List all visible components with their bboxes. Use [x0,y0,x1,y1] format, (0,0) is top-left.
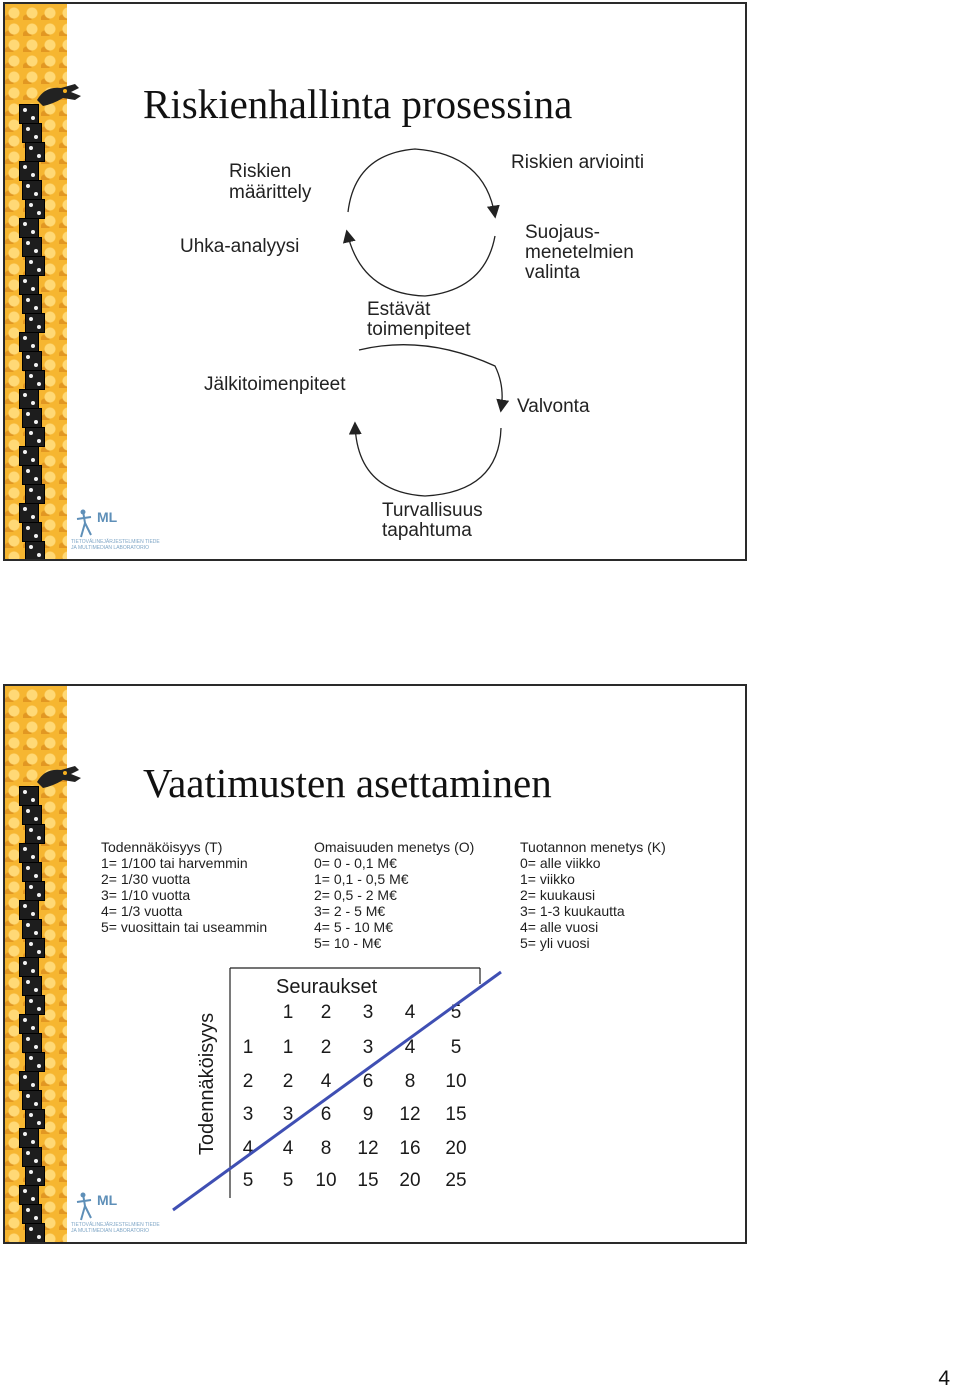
column-line: 1= 0,1 - 0,5 M€ [314,871,409,887]
column-line: 4= 1/3 vuotta [101,903,183,919]
matrix-row-header: 1 [242,1037,254,1058]
label-turvallisuus-tapahtuma: Turvallisuus tapahtuma [382,500,483,541]
matrix-column-header: 5 [450,1002,462,1023]
matrix-column-header: 2 [320,1002,332,1023]
matrix-cell: 1 [282,1037,294,1058]
label-jalkitoimenpiteet: Jälkitoimenpiteet [204,374,346,395]
logo-mark: ML [97,509,118,525]
label-uhka-analyysi: Uhka-analyysi [180,236,300,257]
matrix-cell: 12 [399,1104,421,1125]
matrix-cell: 6 [362,1071,374,1092]
matrix-cell: 4 [320,1071,332,1092]
matrix-cell: 15 [357,1170,379,1191]
matrix-column-header: 3 [362,1002,374,1023]
matrix-cell: 2 [282,1071,294,1092]
column-line: 3= 1-3 kuukautta [520,903,625,919]
matrix-cell: 3 [282,1104,294,1125]
matrix-cell: 2 [320,1037,332,1058]
cycle-arrow-lower-left [355,424,501,496]
matrix-row-header: 2 [242,1071,254,1092]
slide-title: Vaatimusten asettaminen [143,760,552,806]
risk-matrix [5,686,747,1244]
label-riskien-arviointi: Riskien arviointi [511,152,645,173]
matrix-cell: 9 [362,1104,374,1125]
matrix-row-header: 5 [242,1170,254,1191]
logo-mark: ML [97,1192,118,1208]
matrix-vertical-label: Todennäköisyys [196,1012,218,1156]
column-line: 2= kuukausi [520,887,596,903]
slide-title: Riskienhallinta prosessina [143,81,573,127]
column-line: 1= viikko [520,871,575,887]
column-line: 5= vuosittain tai useammin [101,919,268,935]
column-line: 5= yli vuosi [520,935,590,951]
matrix-header-label: Seuraukset [276,976,378,998]
matrix-column-header: 1 [282,1002,294,1023]
column-header: Omaisuuden menetys (O) [314,839,475,855]
page-number: 4 [938,1367,950,1390]
column-line: 1= 1/100 tai harvemmin [101,855,248,871]
matrix-cell: 5 [282,1170,294,1191]
cycle-arrow-lower-right [359,345,502,410]
slide-risk-process [3,2,747,561]
column-line: 0= alle viikko [520,855,601,871]
label-estavat-toimenpiteet: Estävät toimenpiteet [367,299,471,340]
matrix-cell: 8 [404,1071,416,1092]
matrix-row-header: 3 [242,1104,254,1125]
matrix-cell: 20 [399,1170,421,1191]
matrix-cell: 4 [282,1138,294,1159]
column-line: 4= alle vuosi [520,919,599,935]
logo-fine-print: TIETOVÄLINEJÄRJESTELMIEN TIEDE JA MULTIMEDIAN LABORATORIO [71,539,160,551]
matrix-cell: 4 [404,1037,416,1058]
matrix-cell: 25 [445,1170,467,1191]
matrix-cell: 5 [450,1037,462,1058]
matrix-cell: 10 [445,1071,467,1092]
matrix-cell: 6 [320,1104,332,1125]
column-line: 2= 0,5 - 2 M€ [314,887,397,903]
matrix-row-header: 4 [242,1138,254,1159]
matrix-cell: 8 [320,1138,332,1159]
slide-requirements [3,684,747,1244]
cycle-arrow-bottom-upper [347,232,495,296]
matrix-cell: 3 [362,1037,374,1058]
process-cycle-diagram [5,4,747,561]
label-valvonta: Valvonta [517,396,590,417]
matrix-cell: 20 [445,1138,467,1159]
matrix-cell: 10 [315,1170,337,1191]
column-line: 5= 10 - M€ [314,935,382,951]
column-line: 2= 1/30 vuotta [101,871,191,887]
matrix-column-header: 4 [404,1002,416,1023]
cycle-arrow-top [348,149,495,216]
logo-fine-print: TIETOVÄLINEJÄRJESTELMIEN TIEDE JA MULTIMEDIAN LABORATORIO [71,1222,160,1234]
column-line: 3= 1/10 vuotta [101,887,191,903]
column-line: 4= 5 - 10 M€ [314,919,393,935]
matrix-cell: 12 [357,1138,379,1159]
column-header: Tuotannon menetys (K) [520,839,666,855]
column-line: 3= 2 - 5 M€ [314,903,386,919]
column-line: 0= 0 - 0,1 M€ [314,855,397,871]
label-riskien-maarittely: Riskien määrittely [229,161,312,203]
label-suojausmenetelmien-valinta: Suojaus- menetelmien valinta [525,222,634,283]
matrix-cell: 16 [399,1138,421,1159]
column-header: Todennäköisyys (T) [101,839,223,855]
matrix-cell: 15 [445,1104,467,1125]
